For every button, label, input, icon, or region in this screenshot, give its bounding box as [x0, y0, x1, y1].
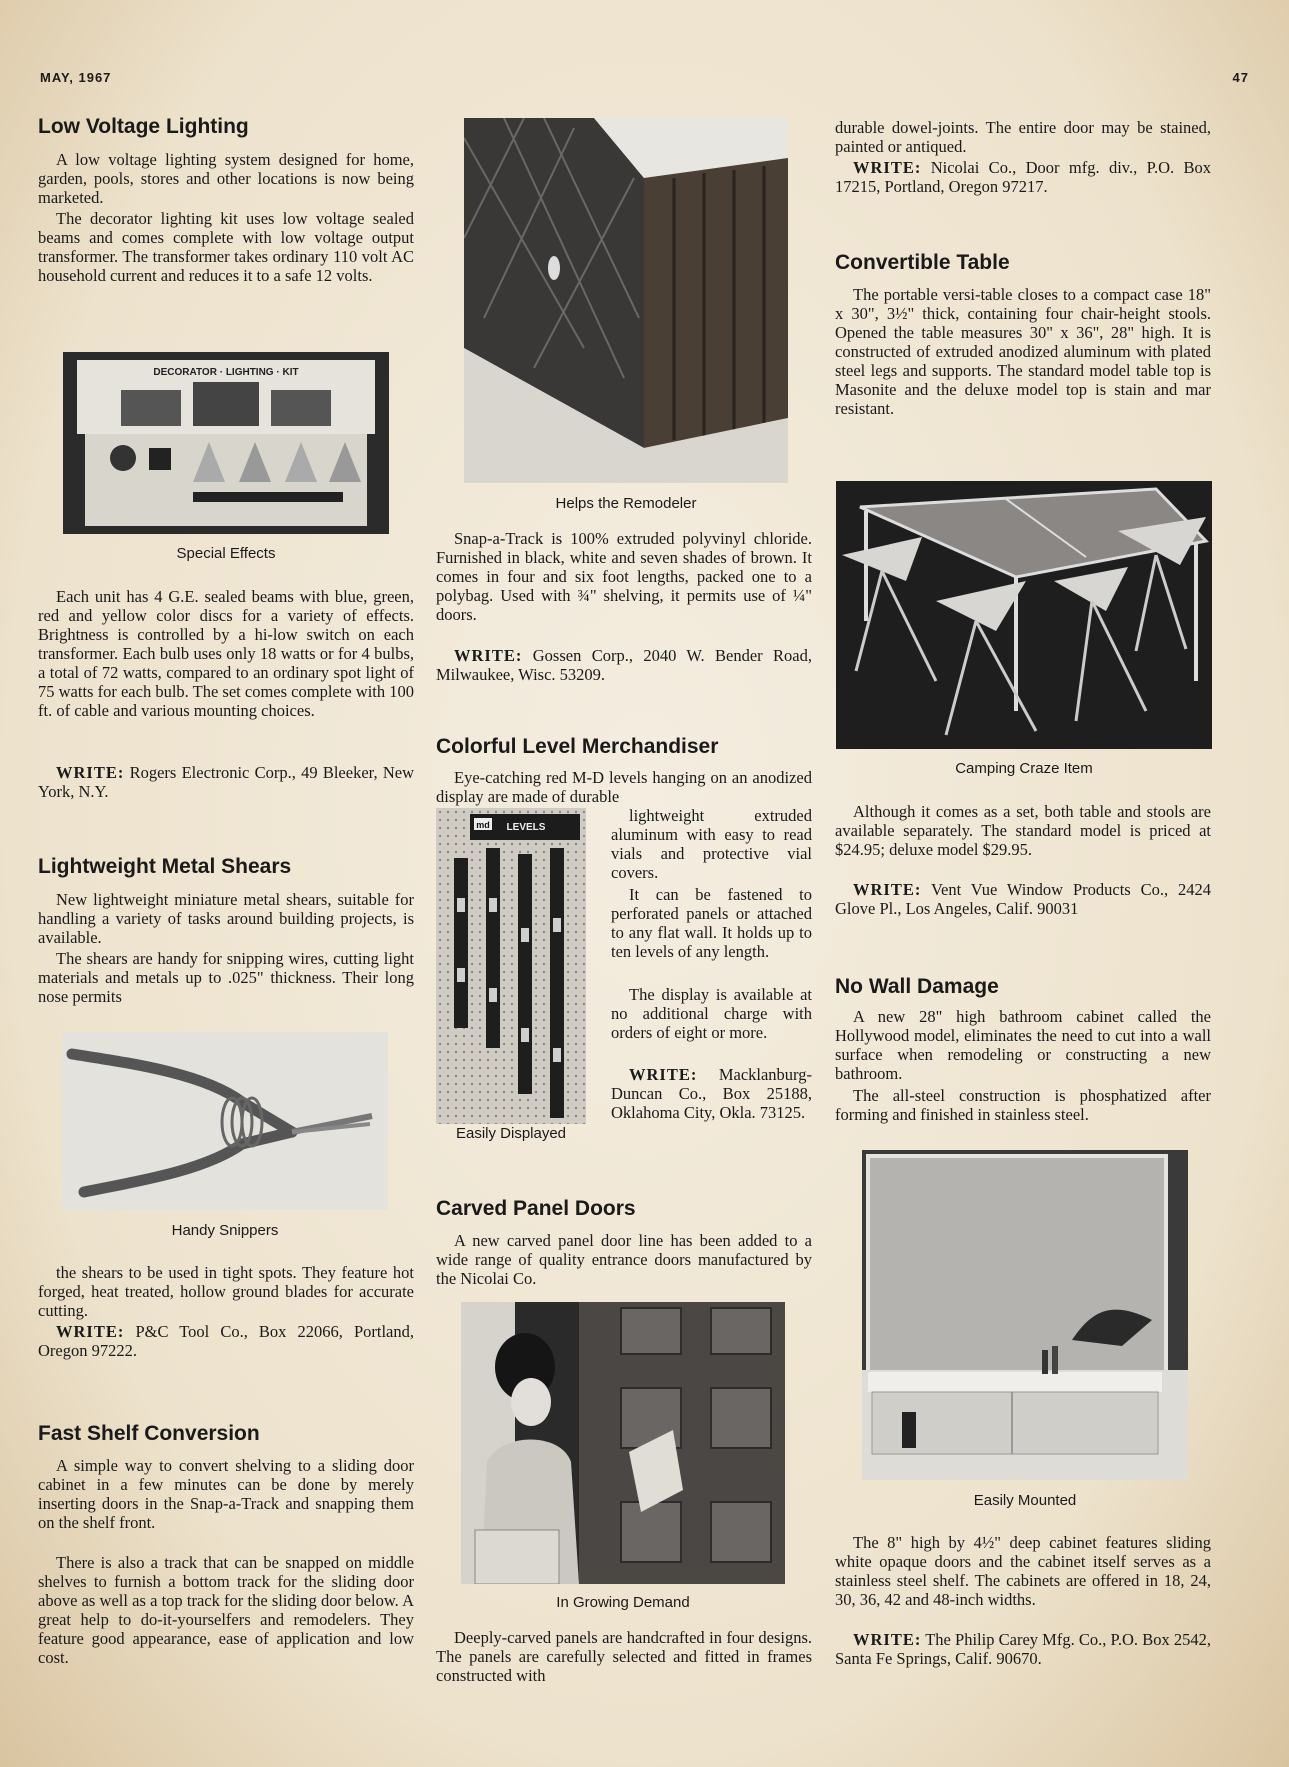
article-title: Carved Panel Doors [436, 1197, 636, 1220]
write-label: WRITE: [853, 158, 922, 177]
paragraph: The shears are handy for snipping wires, cutting light materials and metals up to .025" thickness. Their long nose permits [38, 949, 414, 1006]
level-display-photo [436, 808, 586, 1124]
issue-date: MAY, 1967 [40, 70, 112, 85]
write-line [38, 763, 414, 801]
sign-label: LEVELS [506, 822, 546, 833]
lighting-kit-photo [63, 352, 389, 534]
article-title: Fast Shelf Conversion [38, 1422, 260, 1445]
paragraph: Deeply-carved panels are handcrafted in four designs. The panels are carefully selected and fitted in frames constructed with [436, 1628, 812, 1685]
photo-caption: Camping Craze Item [955, 760, 1093, 777]
write-address: Rogers Electronic Corp., 49 Bleeker, New York, N.Y. [38, 763, 415, 801]
paragraph-continued: durable dowel-joints. The entire door may be stained, painted or antiqued. [835, 118, 1211, 156]
table-and-stools-photo [836, 481, 1212, 749]
page-number: 47 [1232, 70, 1249, 85]
write-line [835, 158, 1211, 196]
write-line [436, 646, 812, 684]
sliding-door-cabinet-photo [464, 118, 788, 483]
photo-caption: Helps the Remodeler [555, 495, 697, 512]
write-line [611, 1065, 812, 1122]
paragraph: Although it comes as a set, both table and stools are available separately. The standard model is priced at $24.95; deluxe model $29.95. [835, 802, 1211, 859]
paragraph: It can be fastened to perforated panels or attached to any flat wall. It holds up to ten levels of any length. [611, 885, 812, 961]
paragraph: A simple way to convert shelving to a sliding door cabinet in a few minutes can be done by merely inserting doors in the Snap-a-Track and snapping them on the shelf front. [38, 1456, 414, 1532]
paragraph: New lightweight miniature metal shears, suitable for handling a variety of tasks around building projects, is available. [38, 890, 414, 947]
photo-caption: Easily Mounted [973, 1492, 1077, 1509]
write-address: The Philip Carey Mfg. Co., P.O. Box 2542, Santa Fe Springs, Calif. 90670. [835, 1630, 1212, 1668]
paragraph-continued: lightweight extruded aluminum with easy to read vials and protective vial covers. [611, 806, 812, 882]
sign-brand: md [476, 820, 490, 830]
write-address: Macklanburg-Duncan Co., Box 25188, Oklahoma City, Okla. 73125. [611, 1065, 812, 1122]
paragraph: The decorator lighting kit uses low voltage sealed beams and comes complete with low voltage output transformer. The transformer takes ordinary 110 volt AC household current and reduces it to a safe 12 volts. [38, 209, 414, 285]
paragraph: The display is available at no additional charge with orders of eight or more. [611, 985, 812, 1042]
write-address: Nicolai Co., Door mfg. div., P.O. Box 17215, Portland, Oregon 97217. [835, 158, 1212, 196]
shears-photo [62, 1032, 388, 1210]
write-line [38, 1322, 414, 1360]
write-label: WRITE: [853, 880, 922, 899]
article-title: No Wall Damage [835, 975, 999, 998]
paragraph: There is also a track that can be snapped on middle shelves to furnish a bottom track for the sliding door above as well as a top track for the sliding door below. A great help to do-it-yourselfers and remodelers. They feature good appearance, ease of application and low cost. [38, 1553, 414, 1667]
paragraph: the shears to be used in tight spots. They feature hot forged, heat treated, hollow ground blades for accurate cutting. [38, 1263, 414, 1320]
write-label: WRITE: [56, 763, 125, 782]
write-address: Gossen Corp., 2040 W. Bender Road, Milwaukee, Wisc. 53209. [436, 646, 812, 684]
write-label: WRITE: [629, 1065, 698, 1084]
photo-caption: In Growing Demand [556, 1594, 690, 1611]
photo-caption: Handy Snippers [171, 1222, 279, 1239]
photo-caption: Special Effects [176, 545, 276, 562]
article-title: Colorful Level Merchandiser [436, 735, 719, 758]
write-label: WRITE: [853, 1630, 922, 1649]
article-title: Convertible Table [835, 251, 1010, 274]
paragraph: A low voltage lighting system designed for home, garden, pools, stores and other locations is now being marketed. [38, 150, 414, 207]
article-title: Lightweight Metal Shears [38, 855, 292, 878]
paragraph: Eye-catching red M-D levels hanging on an anodized display are made of durable [436, 768, 812, 806]
write-line [835, 1630, 1211, 1668]
write-address: P&C Tool Co., Box 22066, Portland, Oregon 97222. [38, 1322, 415, 1360]
page-header [40, 70, 1249, 90]
kit-box-label: DECORATOR · LIGHTING · KIT [153, 367, 299, 378]
paragraph: A new carved panel door line has been added to a wide range of quality entrance doors manufactured by the Nicolai Co. [436, 1231, 812, 1288]
write-label: WRITE: [454, 646, 523, 665]
paragraph: Snap-a-Track is 100% extruded polyvinyl chloride. Furnished in black, white and seven shades of brown. It comes in four and six foot lengths, packed one to a polybag. Used with ¾" shelving, it permits use of ¼" doors. [436, 529, 812, 624]
bathroom-cabinet-photo [862, 1150, 1188, 1480]
write-label: WRITE: [56, 1322, 125, 1341]
write-line [835, 880, 1211, 918]
paragraph: A new 28" high bathroom cabinet called the Hollywood model, eliminates the need to cut into a wall surface when remodeling or constructing a new bathroom. [835, 1007, 1211, 1083]
photo-caption: Easily Displayed [455, 1125, 567, 1142]
paragraph: The 8" high by 4½" deep cabinet features sliding white opaque doors and the cabinet itself serves as a stainless steel shelf. The cabinets are offered in 18, 24, 30, 36, 42 and 48-inch widths. [835, 1533, 1211, 1609]
carved-door-photo [461, 1302, 785, 1584]
paragraph: Each unit has 4 G.E. sealed beams with blue, green, red and yellow color discs for a variety of effects. Brightness is controlled by a hi-low switch on each transformer. Each bulb uses only 18 watts or for 4 bulbs, a total of 72 watts, compared to an ordinary spot light of 75 watts for each bulb. The set comes complete with 100 ft. of cable and various mounting choices. [38, 587, 414, 720]
paragraph: The all-steel construction is phosphatized after forming and finished in stainless steel. [835, 1086, 1211, 1124]
write-address: Vent Vue Window Products Co., 2424 Glove Pl., Los Angeles, Calif. 90031 [835, 880, 1211, 918]
article-title: Low Voltage Lighting [38, 115, 249, 138]
paragraph: The portable versi-table closes to a compact case 18" x 30", 3½" thick, containing four chair-height stools. Opened the table measures 30" x 36", 28" high. It is constructed of extruded anodized aluminum with plated steel legs and supports. The standard model table top is Masonite and the deluxe model top is stain and mar resistant. [835, 285, 1211, 418]
